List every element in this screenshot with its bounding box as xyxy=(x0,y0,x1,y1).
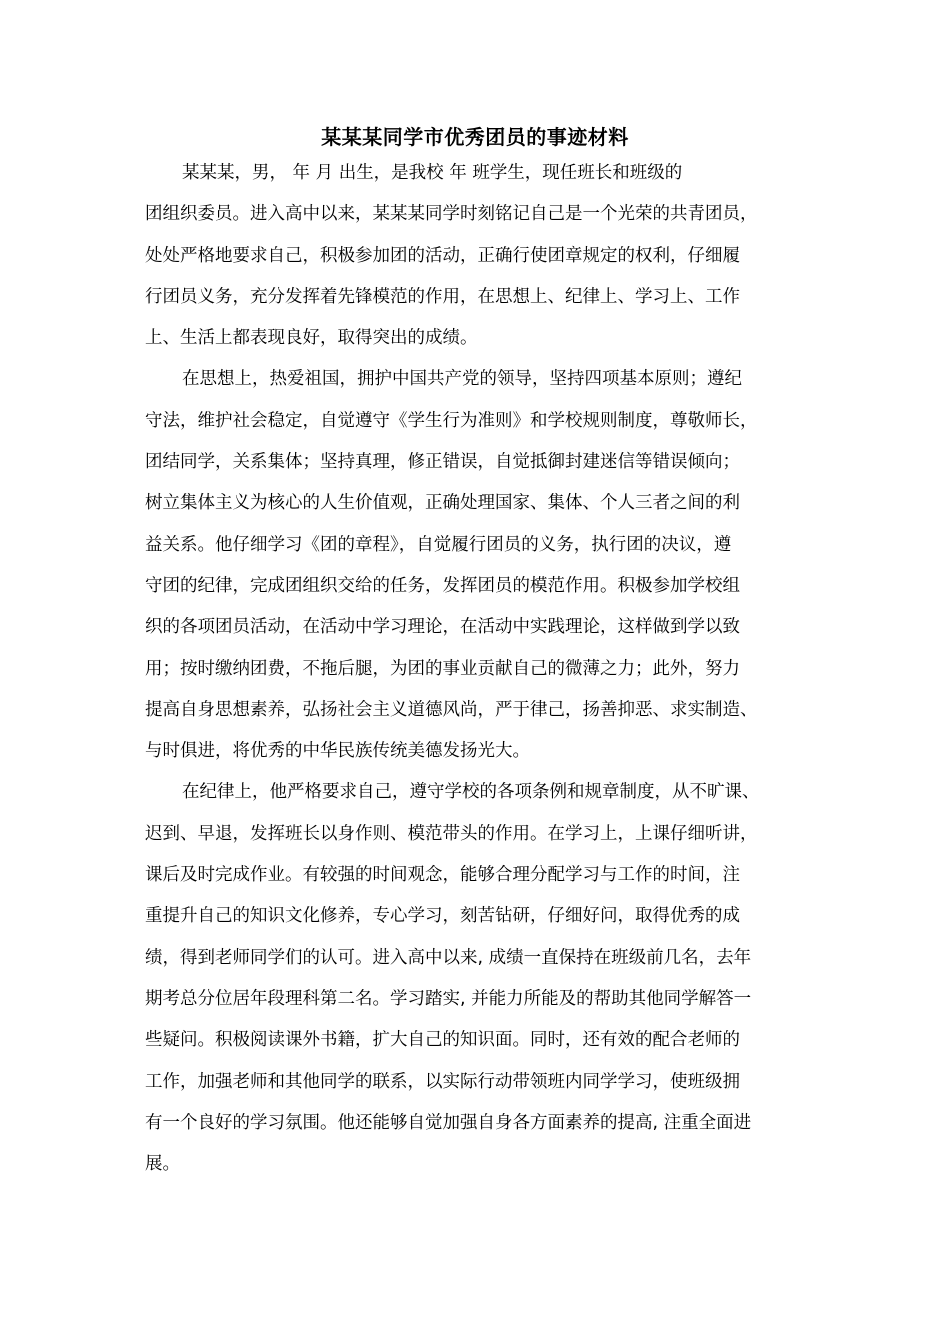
paragraph-3-line-6: 期考总分位居年段理科第二名。学习踏实, 并能力所能及的帮助其他同学解答一 xyxy=(145,988,752,1009)
paragraph-3-line-5: 绩，得到老师同学们的认可。进入高中以来, 成绩一直保持在班级前几名，去年 xyxy=(145,947,752,968)
paragraph-1-line-4: 行团员义务，充分发挥着先锋模范的作用，在思想上、纪律上、学习上、工作 xyxy=(145,286,740,307)
paragraph-3-line-8: 工作，加强老师和其他同学的联系，以实际行动带领班内同学学习，使班级拥 xyxy=(145,1071,740,1092)
paragraph-2-line-1: 在思想上，热爱祖国，拥护中国共产党的领导，坚持四项基本原则；遵纪 xyxy=(182,369,742,390)
paragraph-2-line-2: 守法，维护社会稳定，自觉遵守《学生行为准则》和学校规则制度，尊敬师长， xyxy=(145,410,758,431)
paragraph-3-line-4: 重提升自己的知识文化修养，专心学习，刻苦钻研，仔细好问，取得优秀的成 xyxy=(145,906,740,927)
document-body xyxy=(145,158,815,1190)
paragraph-3-line-2: 迟到、早退，发挥班长以身作则、模范带头的作用。在学习上，上课仔细听讲， xyxy=(145,823,758,844)
paragraph-1-line-2: 团组织委员。进入高中以来，某某某同学时刻铭记自己是一个光荣的共青团员， xyxy=(145,204,758,225)
paragraph-1-line-5: 上、生活上都表现良好，取得突出的成绩。 xyxy=(145,328,478,349)
paragraph-3-line-3: 课后及时完成作业。有较强的时间观念，能够合理分配学习与工作的时间，注 xyxy=(145,865,740,886)
paragraph-1-line-1: 某某某，男， 年 月 出生，是我校 年 班学生，现任班长和班级的 xyxy=(182,163,683,183)
document-title: 某某某同学市优秀团员的事迹材料 xyxy=(321,125,629,149)
paragraph-2-line-7: 织的各项团员活动，在活动中学习理论，在活动中实践理论，这样做到学以致 xyxy=(145,617,740,638)
paragraph-3-line-1: 在纪律上，他严格要求自己，遵守学校的各项条例和规章制度，从不旷课、 xyxy=(182,782,760,803)
paragraph-3-line-9: 有一个良好的学习氛围。他还能够自觉加强自身各方面素养的提高, 注重全面进 xyxy=(145,1112,752,1133)
paragraph-2-line-10: 与时俱进，将优秀的中华民族传统美德发扬光大。 xyxy=(145,741,530,762)
paragraph-1-line-3: 处处严格地要求自己，积极参加团的活动，正确行使团章规定的权利，仔细履 xyxy=(145,245,740,266)
paragraph-2-line-3: 团结同学，关系集体；坚持真理，修正错误，自觉抵御封建迷信等错误倾向； xyxy=(145,452,740,473)
paragraph-3-line-7: 些疑问。积极阅读课外书籍，扩大自己的知识面。同时，还有效的配合老师的 xyxy=(145,1030,740,1051)
paragraph-2-line-4: 树立集体主义为核心的人生价值观，正确处理国家、集体、个人三者之间的利 xyxy=(145,493,740,514)
paragraph-2-line-6: 守团的纪律，完成团组织交给的任务，发挥团员的模范作用。积极参加学校组 xyxy=(145,575,740,596)
paragraph-2-line-8: 用；按时缴纳团费，不拖后腿，为团的事业贡献自己的微薄之力；此外，努力 xyxy=(145,658,740,679)
paragraph-2-line-9: 提高自身思想素养，弘扬社会主义道德风尚，严于律己，扬善抑恶、求实制造、 xyxy=(145,699,758,720)
paragraph-3-line-10: 展。 xyxy=(145,1154,180,1175)
paragraph-2-line-5: 益关系。他仔细学习《团的章程》，自觉履行团员的义务，执行团的决议，遵 xyxy=(145,534,732,555)
